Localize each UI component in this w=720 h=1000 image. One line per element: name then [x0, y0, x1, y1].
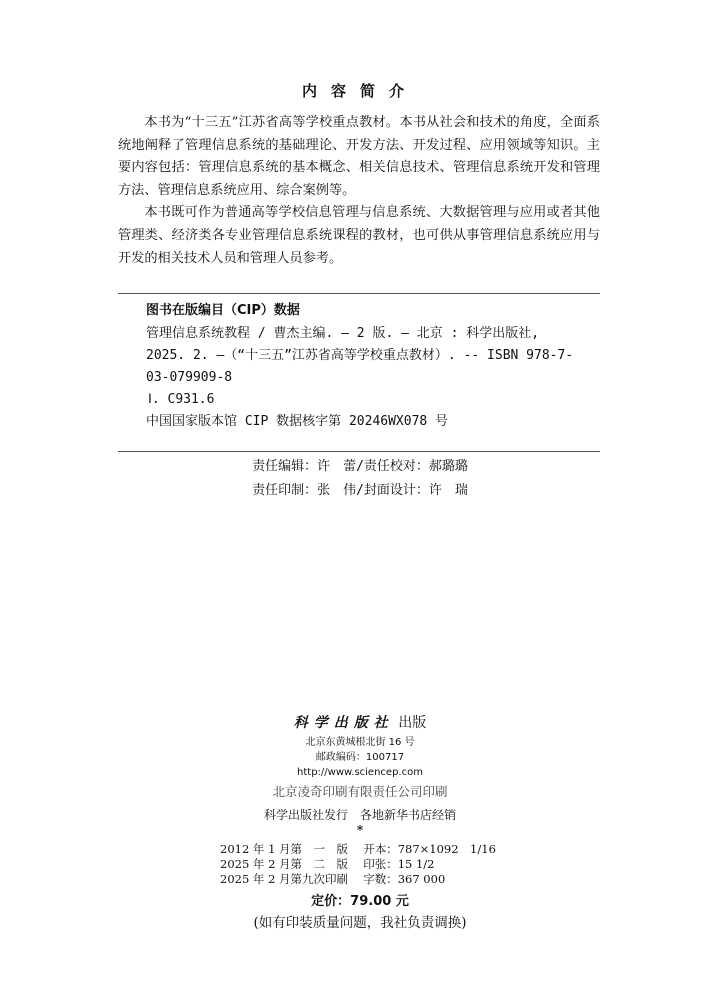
cip-line-5: 中国国家版本馆 CIP 数据核字第 20246WX078 号	[146, 414, 449, 429]
quality-note: (如有印装质量问题，我社负责调换)	[253, 915, 467, 931]
staff-credits	[0, 455, 720, 503]
cip-bottom-rule	[118, 451, 600, 452]
publisher-postcode: 邮政编码：100717	[315, 752, 405, 763]
cip-line-4: Ⅰ. C931.6	[148, 392, 215, 407]
publisher-logo: 科学出版社	[293, 715, 394, 731]
cip-line-2: 2025. 2. —（“十三五”江苏省高等学校重点教材）. -- ISBN 978-7-	[146, 348, 574, 363]
intro-paragraph-2: 本书既可作为普通高等学校信息管理与信息系统、大数据管理与应用或者其他管理类、经济类各专业管理信息系统课程的教材，也可供从事管理信息系统应用与开发的相关技术人员和管理人员参考。	[118, 205, 600, 266]
credits-line-1: 责任编辑：许 蕾/责任校对：郝璐璐	[252, 459, 468, 474]
cip-top-rule	[118, 293, 600, 294]
cip-heading: 图书在版编目（CIP）数据	[146, 303, 300, 318]
distribution-line: 科学出版社发行 各地新华书店经销	[263, 808, 456, 822]
publisher-line	[0, 712, 720, 732]
credits-line-2: 责任印制：张 伟/封面设计：许 瑞	[252, 483, 468, 498]
cip-record	[146, 323, 600, 433]
cip-line-3: 03-079909-8	[146, 370, 233, 385]
publisher-website: http://www.sciencep.com	[297, 767, 423, 778]
price: 定价：79.00 元	[311, 894, 409, 909]
publisher-suffix: 出版	[398, 715, 427, 731]
intro-title: 内容简介	[301, 82, 418, 100]
intro-paragraph-1: 本书为“十三五”江苏省高等学校重点教材。本书从社会和技术的角度，全面系统地阐释了管理信息系统的基础理论、开发方法、开发过程、应用领域等知识。主要内容包括：管理信息系统的基本概念、相关信息技术、管理信息系统开发和管理方法、管理信息系统应用、综合案例等。	[118, 115, 600, 198]
edition-table	[220, 842, 496, 887]
edition-row-1: 2012 年 1 月第 一 版 开本：787×1092 1/16	[220, 842, 496, 856]
publisher-address: 北京东黄城根北街 16 号	[305, 737, 415, 748]
intro-section	[118, 112, 600, 270]
cip-line-1: 管理信息系统教程 / 曹杰主编. — 2 版. — 北京 : 科学出版社,	[146, 326, 540, 341]
edition-row-3: 2025 年 2 月第九次印刷 字数：367 000	[220, 872, 446, 886]
edition-row-2: 2025 年 2 月第 二 版 印张：15 1/2	[220, 857, 435, 871]
printer-line: 北京凌奇印刷有限责任公司印刷	[272, 784, 448, 799]
separator-star: *	[356, 823, 364, 837]
